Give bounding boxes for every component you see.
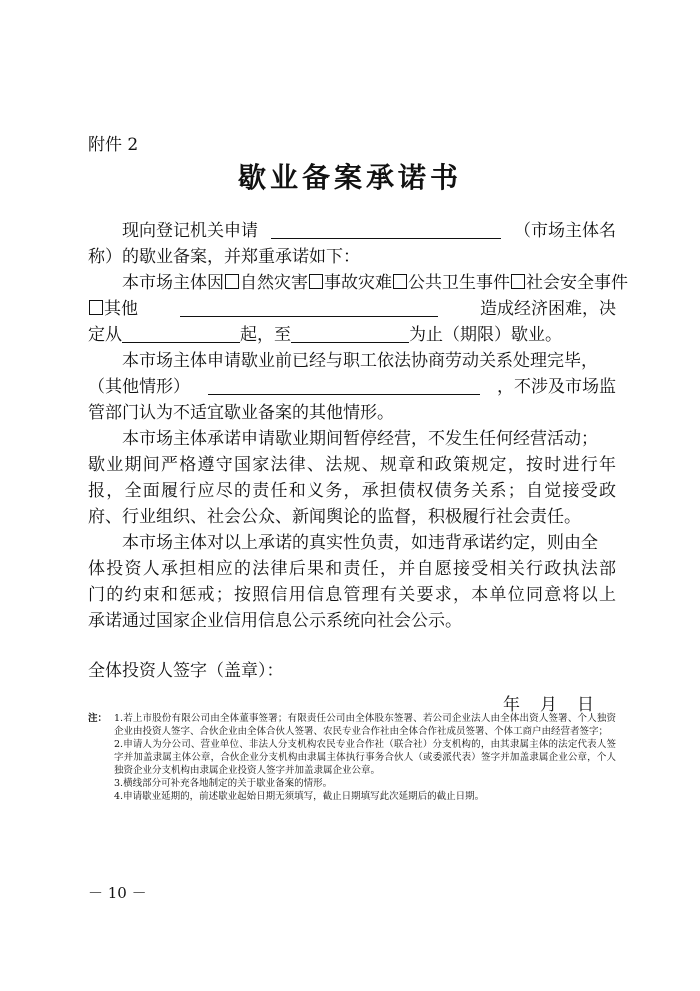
reason-line-1 [88,272,628,294]
truth-line: 承诺通过国家企业信用信息公示系统向社会公示。 [88,611,462,631]
labor-line-2 [88,376,616,398]
reason-prefix: 本市场主体因 [122,273,224,293]
other-situation-label: （其他情形） [88,377,190,397]
option-accident[interactable] [308,272,392,294]
truth-line: 门的约束和惩戒；按照信用信息管理有关要求，本单位同意将以上 [88,585,616,605]
note-item: 4.申请歇业延期的，前述歇业起始日期无须填写，截止日期填写此次延期后的截止日期。 [114,791,485,802]
checkbox[interactable] [225,274,239,289]
option-label: 自然灾害 [240,273,308,293]
date-label: 年月日 [503,695,614,715]
page-number: － 10 － [88,884,147,902]
notes-label: 注： [88,713,108,724]
checkbox[interactable] [511,274,525,289]
intro-line-2: 称）的歇业备案，并郑重承诺如下： [88,247,360,267]
checkbox[interactable] [309,274,323,289]
note-item: 1.若上市股份有限公司由全体董事签署；有限责任公司由全体股东签署、若公司企业法人由全体出资人签署、个人独资企业由投资人签字、合伙企业由全体合伙人签署、农民专业合作社由全体合作社成员签署、个体工商户由经营者签字； [114,713,616,737]
reason-line-3 [88,324,616,346]
option-label: 社会安全事件 [526,273,628,293]
checkbox[interactable] [393,274,407,289]
other-reason-blank[interactable] [180,298,438,317]
document-title: 歇业备案承诺书 [237,161,462,194]
commit-line: 本市场主体承诺申请歇业期间暂停经营，不发生任何经营活动； [122,429,598,449]
option-label: 其他 [104,299,138,319]
checkbox[interactable] [89,300,103,315]
truth-line: 体投资人承担相应的法律后果和责任，并自愿接受相关行政执法部 [88,559,616,579]
reason-line-2-suffix: 造成经济困难，决 [480,299,616,319]
labor-line-2-suffix: ，不涉及市场监 [497,377,616,397]
end-date-blank[interactable] [291,324,409,343]
period-label: 为止（期限）歇业。 [409,325,562,345]
option-label: 公共卫生事件 [408,273,510,293]
notes-section [88,712,616,803]
from-label: 定从 [88,325,122,345]
signature-label: 全体投资人签字（盖章）： [88,661,284,681]
reason-line-2 [88,298,616,320]
option-social-security[interactable] [510,272,628,294]
option-label: 事故灾难 [324,273,392,293]
labor-line-1: 本市场主体申请歇业前已经与职工依法协商劳动关系处理完毕， [122,351,598,371]
truth-line: 本市场主体对以上承诺的真实性负责，如违背承诺约定，则由全 [122,533,598,553]
note-item: 3.横线部分可补充各地制定的关于歇业备案的情形。 [114,778,333,789]
commit-line: 报，全面履行应尽的责任和义务，承担债权债务关系；自觉接受政 [88,481,616,501]
entity-name-blank[interactable] [271,220,501,239]
note-item: 2.申请人为分公司、营业单位、非法人分支机构农民专业合作社（联合社）分支机构的，由其隶属主体的法定代表人签字并加盖隶属主体公章，合伙企业分支机构由隶属主体执行事务合伙人（或委派代表）签字并加盖隶属企业公章，个人独资企业分支机构由隶属企业投资人签字并加盖隶属企业公章。 [114,739,616,776]
labor-line-3: 管部门认为不适宜歇业备案的其他情形。 [88,403,394,423]
attachment-label: 附件 2 [88,135,139,155]
to-label: 起，至 [240,325,291,345]
commit-line: 府、行业组织、社会公众、新闻舆论的监督，积极履行社会责任。 [88,507,581,527]
start-date-blank[interactable] [122,324,240,343]
intro-suffix: （市场主体名 [514,221,616,241]
intro-line-1 [88,220,616,242]
intro-prefix: 现向登记机关申请 [122,221,258,241]
option-public-health[interactable] [392,272,510,294]
option-natural-disaster[interactable] [224,272,308,294]
other-situation-blank[interactable] [208,376,480,395]
commit-line: 歇业期间严格遵守国家法律、法规、规章和政策规定，按时进行年 [88,455,616,475]
option-other[interactable] [88,298,138,320]
